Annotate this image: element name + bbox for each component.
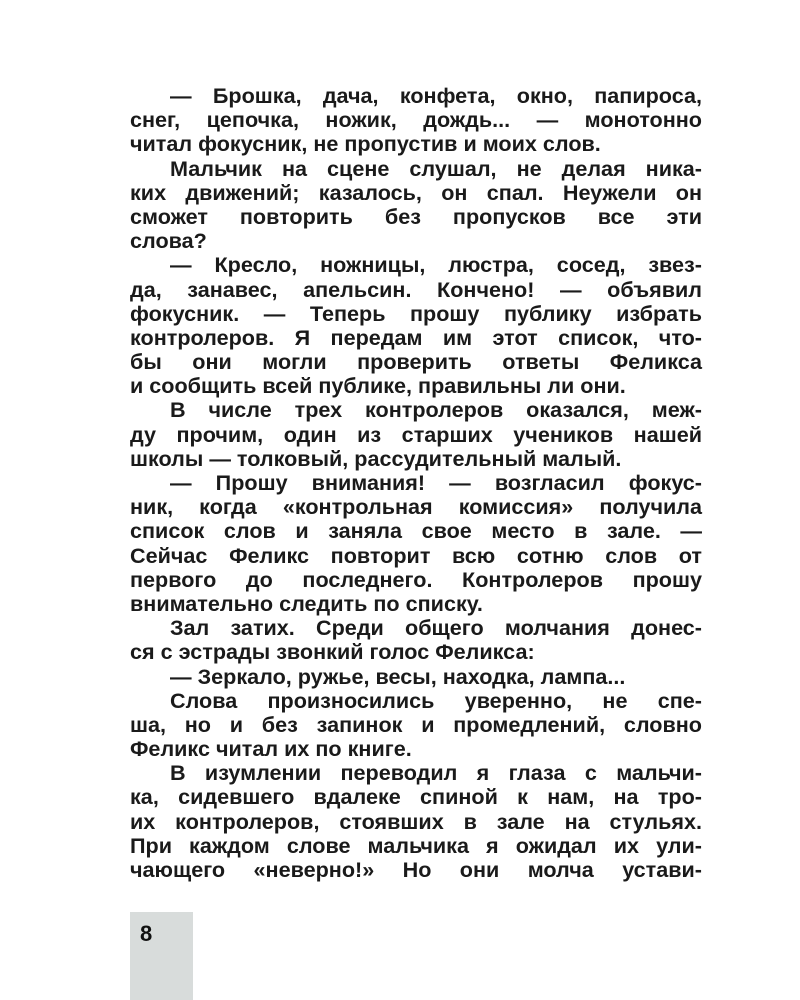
text-line: первого до последнего. Контролеров прошу bbox=[130, 566, 702, 592]
text-line: Сейчас Феликс повторит всю сотню слов от bbox=[130, 542, 702, 568]
page-number: 8 bbox=[140, 921, 153, 946]
text-line: В изумлении переводил я глаза с мальчи- bbox=[170, 760, 702, 786]
text-line: Мальчик на сцене слушал, не делая ника- bbox=[170, 155, 702, 181]
text-line: — Брошка, дача, конфета, окно, папироса, bbox=[170, 83, 702, 108]
text-line: — Кресло, ножницы, люстра, сосед, звез- bbox=[170, 252, 702, 278]
text-line: ник, когда «контрольная комиссия» получила bbox=[130, 494, 702, 520]
text-line: их контролеров, стоявших в зале на стульях. bbox=[130, 808, 702, 834]
text-line: контролеров. Я передам им этот список, что- bbox=[130, 324, 702, 350]
text-line: бы они могли проверить ответы Феликса bbox=[130, 349, 702, 375]
text-line: и сообщить всей публике, правильны ли они. bbox=[130, 373, 626, 399]
text-line: — Зеркало, ружье, весы, находка, лампа... bbox=[170, 663, 626, 689]
text-line: Слова произносились уверенно, не спе- bbox=[170, 687, 702, 713]
text-line: ся с эстрады звонкий голос Феликса: bbox=[130, 639, 535, 665]
body-text bbox=[130, 84, 702, 882]
text-line: сможет повторить без пропусков все эти bbox=[130, 203, 702, 229]
text-line: ду прочим, один из старших учеников нашей bbox=[130, 421, 702, 447]
text-line: чающего «неверно!» Но они молча устави- bbox=[130, 857, 702, 882]
text-line: — Прошу внимания! — возгласил фокус- bbox=[170, 470, 702, 495]
text-line: да, занавес, апельсин. Кончено! — объявил bbox=[130, 276, 702, 302]
text-line: внимательно следить по списку. bbox=[130, 590, 483, 616]
text-line: ких движений; казалось, он спал. Неужели он bbox=[130, 179, 702, 205]
text-line: список слов и заняла свое место в зале. — bbox=[130, 518, 702, 544]
text-line: слова? bbox=[130, 228, 207, 254]
text-line: Феликс читал их по книге. bbox=[130, 736, 412, 762]
text-line: школы — толковый, рассудительный малый. bbox=[130, 445, 622, 471]
text-line: Зал затих. Среди общего молчания донес- bbox=[170, 615, 702, 641]
text-line: ша, но и без запинок и промедлений, словно bbox=[130, 711, 702, 737]
text-line: фокусник. — Теперь прошу публику избрать bbox=[130, 300, 702, 326]
page-number-tab bbox=[130, 912, 193, 1000]
text-line: ка, сидевшего вдалеке спиной к нам, на тро- bbox=[130, 784, 702, 810]
text-line: При каждом слове мальчика я ожидал их ули- bbox=[130, 832, 702, 858]
text-line: читал фокусник, не пропустив и моих слов. bbox=[130, 131, 601, 157]
text-line: В числе трех контролеров оказался, меж- bbox=[170, 397, 702, 423]
text-line: снег, цепочка, ножик, дождь... — монотонно bbox=[130, 107, 702, 133]
